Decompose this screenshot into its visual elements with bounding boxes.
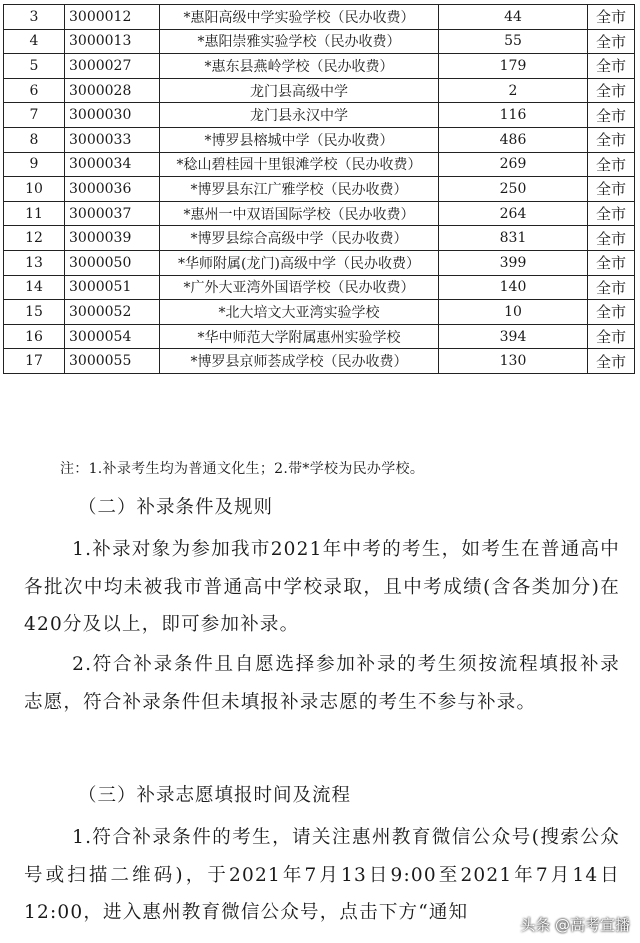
source-watermark: 头条 @高考宣播 — [520, 916, 630, 934]
row-number-cell: 4 — [4, 29, 65, 54]
enrollment-area-cell: 全市 — [588, 5, 635, 30]
school-name-cell: *惠阳崇雅实验学校（民办收费） — [160, 29, 439, 54]
quota-count-cell: 10 — [439, 300, 588, 325]
enrollment-area-cell: 全市 — [588, 54, 635, 79]
school-code-cell: 3000036 — [65, 177, 160, 202]
school-name-cell: *华中师范大学附属惠州实验学校 — [160, 324, 439, 349]
table-row — [4, 103, 635, 128]
table-row — [4, 54, 635, 79]
table-row — [4, 275, 635, 300]
row-number-cell: 3 — [4, 5, 65, 30]
school-name-cell: *博罗县京师荟成学校（民办收费） — [160, 349, 439, 374]
school-code-cell: 3000013 — [65, 29, 160, 54]
enrollment-area-cell: 全市 — [588, 201, 635, 226]
quota-count-cell: 179 — [439, 54, 588, 79]
school-code-cell: 3000030 — [65, 103, 160, 128]
quota-count-cell: 44 — [439, 5, 588, 30]
row-number-cell: 6 — [4, 78, 65, 103]
quota-count-cell: 486 — [439, 127, 588, 152]
enrollment-area-cell: 全市 — [588, 78, 635, 103]
quota-count-cell: 399 — [439, 250, 588, 275]
table-row — [4, 5, 635, 30]
quota-count-cell: 264 — [439, 201, 588, 226]
row-number-cell: 16 — [4, 324, 65, 349]
row-number-cell: 9 — [4, 152, 65, 177]
enrollment-area-cell: 全市 — [588, 324, 635, 349]
quota-count-cell: 394 — [439, 324, 588, 349]
table-row — [4, 177, 635, 202]
school-code-cell: 3000039 — [65, 226, 160, 251]
school-name-cell: *惠东县燕岭学校（民办收费） — [160, 54, 439, 79]
row-number-cell: 13 — [4, 250, 65, 275]
school-name-cell: *广外大亚湾外国语学校（民办收费） — [160, 275, 439, 300]
table-row — [4, 349, 635, 374]
enrollment-area-cell: 全市 — [588, 152, 635, 177]
school-name-cell: *博罗县综合高级中学（民办收费） — [160, 226, 439, 251]
quota-count-cell: 140 — [439, 275, 588, 300]
table-row — [4, 152, 635, 177]
quota-count-cell: 250 — [439, 177, 588, 202]
section-heading-timeline: （三）补录志愿填报时间及流程 — [78, 785, 352, 806]
table-row — [4, 78, 635, 103]
school-code-cell: 3000050 — [65, 250, 160, 275]
table-row — [4, 324, 635, 349]
school-code-cell: 3000052 — [65, 300, 160, 325]
paragraph-procedure: 1.符合补录条件的考生，请关注惠州教育微信公众号(搜索公众号或扫描二维码)，于2021年7月13日9:00至2021年7月14日12:00，进入惠州教育微信公众号，点击下方“通知 — [24, 827, 620, 924]
table-footnote: 注：1.补录考生均为普通文化生；2.带*学校为民办学校。 — [60, 461, 425, 477]
enrollment-area-cell: 全市 — [588, 300, 635, 325]
school-code-cell: 3000055 — [65, 349, 160, 374]
school-code-cell: 3000012 — [65, 5, 160, 30]
row-number-cell: 14 — [4, 275, 65, 300]
school-code-cell: 3000051 — [65, 275, 160, 300]
quota-count-cell: 2 — [439, 78, 588, 103]
school-name-cell: 龙门县永汉中学 — [160, 103, 439, 128]
row-number-cell: 17 — [4, 349, 65, 374]
paragraph-application-rule: 2.符合补录条件且自愿选择参加补录的考生须按流程填报补录志愿，符合补录条件但未填报补录志愿的考生不参与补录。 — [24, 654, 620, 713]
enrollment-area-cell: 全市 — [588, 177, 635, 202]
quota-count-cell: 130 — [439, 349, 588, 374]
quota-count-cell: 116 — [439, 103, 588, 128]
paragraph-eligibility: 1.补录对象为参加我市2021年中考的考生，如考生在普通高中各批次中均未被我市普通高中学校录取，且中考成绩(含各类加分)在420分及以上，即可参加补录。 — [24, 539, 620, 636]
enrollment-area-cell: 全市 — [588, 275, 635, 300]
table-row — [4, 201, 635, 226]
school-name-cell: *博罗县榕城中学（民办收费） — [160, 127, 439, 152]
school-quota-table — [3, 4, 635, 374]
school-code-cell: 3000028 — [65, 78, 160, 103]
school-name-cell: *稔山碧桂园十里银滩学校（民办收费） — [160, 152, 439, 177]
school-name-cell: *北大培文大亚湾实验学校 — [160, 300, 439, 325]
enrollment-area-cell: 全市 — [588, 127, 635, 152]
school-code-cell: 3000033 — [65, 127, 160, 152]
school-name-cell: *华师附属(龙门)高级中学（民办收费） — [160, 250, 439, 275]
table-row — [4, 300, 635, 325]
school-name-cell: *惠州一中双语国际学校（民办收费） — [160, 201, 439, 226]
school-name-cell: *博罗县东江广雅学校（民办收费） — [160, 177, 439, 202]
table-row — [4, 226, 635, 251]
enrollment-area-cell: 全市 — [588, 349, 635, 374]
school-code-cell: 3000027 — [65, 54, 160, 79]
quota-count-cell: 831 — [439, 226, 588, 251]
school-code-cell: 3000054 — [65, 324, 160, 349]
row-number-cell: 15 — [4, 300, 65, 325]
row-number-cell: 12 — [4, 226, 65, 251]
school-name-cell: *惠阳高级中学实验学校（民办收费） — [160, 5, 439, 30]
enrollment-area-cell: 全市 — [588, 226, 635, 251]
enrollment-area-cell: 全市 — [588, 103, 635, 128]
section-heading-conditions: （二）补录条件及规则 — [78, 497, 274, 518]
quota-count-cell: 269 — [439, 152, 588, 177]
row-number-cell: 11 — [4, 201, 65, 226]
enrollment-area-cell: 全市 — [588, 250, 635, 275]
row-number-cell: 5 — [4, 54, 65, 79]
school-code-cell: 3000034 — [65, 152, 160, 177]
row-number-cell: 7 — [4, 103, 65, 128]
row-number-cell: 10 — [4, 177, 65, 202]
row-number-cell: 8 — [4, 127, 65, 152]
quota-count-cell: 55 — [439, 29, 588, 54]
table-row — [4, 250, 635, 275]
table-row — [4, 29, 635, 54]
school-name-cell: 龙门县高级中学 — [160, 78, 439, 103]
school-code-cell: 3000037 — [65, 201, 160, 226]
table-body — [4, 5, 635, 374]
enrollment-area-cell: 全市 — [588, 29, 635, 54]
table-row — [4, 127, 635, 152]
